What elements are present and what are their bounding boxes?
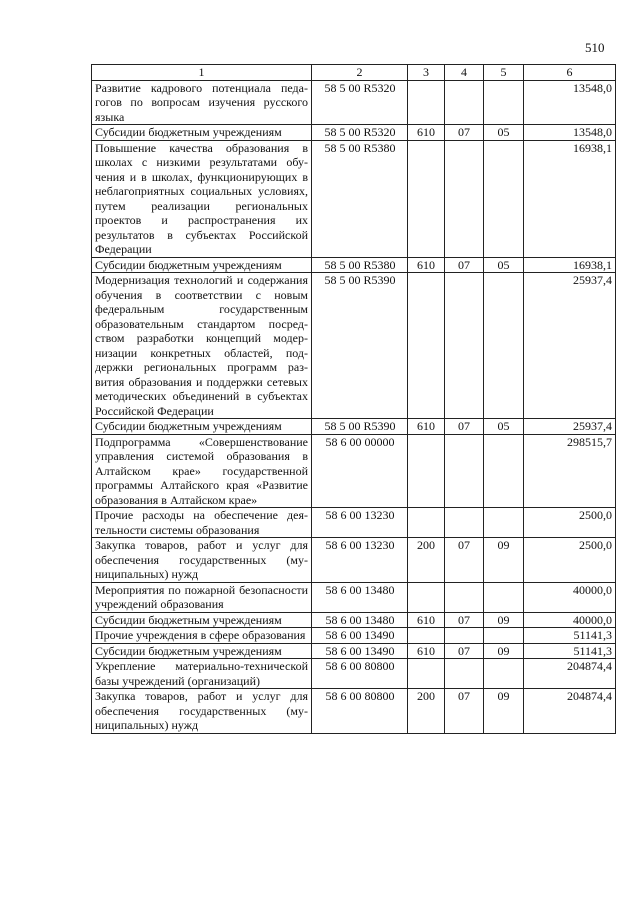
- row-code-cell: 58 6 00 13480: [312, 612, 408, 628]
- row-rz-cell: [445, 659, 484, 689]
- row-sum-cell: 16938,1: [524, 140, 616, 257]
- row-sum-cell: 204874,4: [524, 689, 616, 734]
- table-row: [92, 257, 616, 273]
- header-cell: 3: [408, 65, 445, 81]
- row-rz-cell: 07: [445, 643, 484, 659]
- row-pr-cell: [484, 659, 524, 689]
- budget-table: [91, 64, 616, 734]
- row-pr-cell: [484, 628, 524, 644]
- row-pr-cell: 09: [484, 643, 524, 659]
- row-sum-cell: 13548,0: [524, 80, 616, 125]
- row-rz-cell: [445, 582, 484, 612]
- header-cell: 5: [484, 65, 524, 81]
- row-pr-cell: [484, 582, 524, 612]
- table-row: [92, 125, 616, 141]
- row-vr-cell: [408, 659, 445, 689]
- row-pr-cell: [484, 273, 524, 419]
- row-vr-cell: 610: [408, 419, 445, 435]
- table-row: [92, 419, 616, 435]
- row-rz-cell: [445, 80, 484, 125]
- row-rz-cell: 07: [445, 689, 484, 734]
- row-code-cell: 58 5 00 R5380: [312, 257, 408, 273]
- row-name-cell: Укрепление материально-технической базы учреждений (организаций): [92, 659, 312, 689]
- row-code-cell: 58 6 00 00000: [312, 434, 408, 508]
- table-row: [92, 508, 616, 538]
- row-code-cell: 58 5 00 R5320: [312, 125, 408, 141]
- row-pr-cell: 05: [484, 125, 524, 141]
- row-sum-cell: 16938,1: [524, 257, 616, 273]
- row-code-cell: 58 6 00 13230: [312, 508, 408, 538]
- row-vr-cell: [408, 140, 445, 257]
- row-name-cell: Субсидии бюджетным учреждениям: [92, 257, 312, 273]
- table-row: [92, 582, 616, 612]
- table-row: [92, 689, 616, 734]
- row-vr-cell: [408, 628, 445, 644]
- row-rz-cell: [445, 508, 484, 538]
- row-code-cell: 58 6 00 13230: [312, 538, 408, 583]
- table-row: [92, 643, 616, 659]
- row-code-cell: 58 6 00 13490: [312, 643, 408, 659]
- row-code-cell: 58 6 00 80800: [312, 689, 408, 734]
- row-sum-cell: 2500,0: [524, 508, 616, 538]
- row-rz-cell: 07: [445, 538, 484, 583]
- row-vr-cell: [408, 273, 445, 419]
- row-pr-cell: [484, 508, 524, 538]
- row-vr-cell: 200: [408, 538, 445, 583]
- page-number: 510: [585, 40, 605, 55]
- row-name-cell: Повышение качества образования в школах с низкими результатами обучения и в школах, функционирующих в неблагоприятных социальных условиях, путем реализации региональных проектов и распространения их результатов в субъектах Российской Федерации: [92, 140, 312, 257]
- table-row: [92, 538, 616, 583]
- row-rz-cell: [445, 140, 484, 257]
- row-pr-cell: [484, 140, 524, 257]
- row-vr-cell: [408, 434, 445, 508]
- row-name-cell: Модернизация технологий и содержания обучения в соответствии с новым федеральным государственным образовательным стандартом посредством разработки концепций модернизации конкретных областей, поддержки региональных программ развития образования и поддержки сетевых методических объединений в субъектах Российской Федерации: [92, 273, 312, 419]
- row-sum-cell: 40000,0: [524, 612, 616, 628]
- row-pr-cell: [484, 434, 524, 508]
- table-row: [92, 434, 616, 508]
- row-sum-cell: 51141,3: [524, 628, 616, 644]
- row-code-cell: 58 6 00 13480: [312, 582, 408, 612]
- row-pr-cell: 05: [484, 419, 524, 435]
- row-sum-cell: 298515,7: [524, 434, 616, 508]
- row-name-cell: Подпрограмма «Совершенствование управления системой образования в Алтайском крае» государственной программы Алтайского края «Развитие образования в Алтайском крае»: [92, 434, 312, 508]
- row-name-cell: Субсидии бюджетным учреждениям: [92, 419, 312, 435]
- row-code-cell: 58 6 00 13490: [312, 628, 408, 644]
- row-vr-cell: [408, 80, 445, 125]
- header-row: [92, 65, 616, 81]
- row-name-cell: Развитие кадрового потенциала педагогов по вопросам изучения русского языка: [92, 80, 312, 125]
- row-code-cell: 58 5 00 R5390: [312, 419, 408, 435]
- header-cell: 4: [445, 65, 484, 81]
- row-code-cell: 58 6 00 80800: [312, 659, 408, 689]
- table-row: [92, 612, 616, 628]
- row-vr-cell: 610: [408, 257, 445, 273]
- row-rz-cell: 07: [445, 125, 484, 141]
- row-vr-cell: 610: [408, 612, 445, 628]
- row-vr-cell: 200: [408, 689, 445, 734]
- row-rz-cell: [445, 434, 484, 508]
- row-pr-cell: 09: [484, 538, 524, 583]
- header-cell: 2: [312, 65, 408, 81]
- header-cell: 6: [524, 65, 616, 81]
- row-name-cell: Прочие учреждения в сфере образования: [92, 628, 312, 644]
- row-name-cell: Закупка товаров, работ и услуг для обеспечения государственных (муниципальных) нужд: [92, 538, 312, 583]
- row-name-cell: Прочие расходы на обеспечение деятельности системы образования: [92, 508, 312, 538]
- row-name-cell: Мероприятия по пожарной безопасности учреждений образования: [92, 582, 312, 612]
- row-vr-cell: [408, 508, 445, 538]
- table-row: [92, 659, 616, 689]
- row-pr-cell: [484, 80, 524, 125]
- row-code-cell: 58 5 00 R5390: [312, 273, 408, 419]
- row-code-cell: 58 5 00 R5320: [312, 80, 408, 125]
- row-sum-cell: 2500,0: [524, 538, 616, 583]
- row-name-cell: Субсидии бюджетным учреждениям: [92, 643, 312, 659]
- table-row: [92, 273, 616, 419]
- row-pr-cell: 05: [484, 257, 524, 273]
- row-name-cell: Субсидии бюджетным учреждениям: [92, 612, 312, 628]
- table-row: [92, 140, 616, 257]
- row-sum-cell: 25937,4: [524, 273, 616, 419]
- row-code-cell: 58 5 00 R5380: [312, 140, 408, 257]
- row-pr-cell: 09: [484, 689, 524, 734]
- table-row: [92, 628, 616, 644]
- row-sum-cell: 25937,4: [524, 419, 616, 435]
- row-name-cell: Субсидии бюджетным учреждениям: [92, 125, 312, 141]
- row-vr-cell: [408, 582, 445, 612]
- header-cell: 1: [92, 65, 312, 81]
- row-rz-cell: [445, 273, 484, 419]
- row-sum-cell: 40000,0: [524, 582, 616, 612]
- row-rz-cell: 07: [445, 419, 484, 435]
- row-sum-cell: 204874,4: [524, 659, 616, 689]
- table-row: [92, 80, 616, 125]
- row-vr-cell: 610: [408, 125, 445, 141]
- row-sum-cell: 13548,0: [524, 125, 616, 141]
- row-rz-cell: 07: [445, 612, 484, 628]
- row-rz-cell: 07: [445, 257, 484, 273]
- row-pr-cell: 09: [484, 612, 524, 628]
- row-name-cell: Закупка товаров, работ и услуг для обеспечения государственных (муниципальных) нужд: [92, 689, 312, 734]
- row-vr-cell: 610: [408, 643, 445, 659]
- row-rz-cell: [445, 628, 484, 644]
- row-sum-cell: 51141,3: [524, 643, 616, 659]
